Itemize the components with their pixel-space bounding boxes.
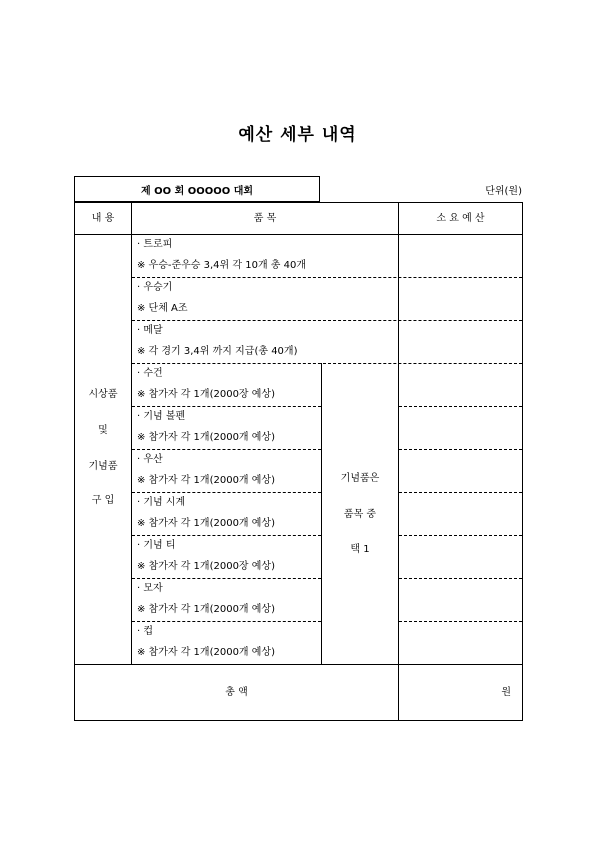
item-name: · 트로피 xyxy=(137,239,173,250)
item-name: · 모자 xyxy=(137,583,163,594)
row-separator xyxy=(399,578,522,579)
item-name: · 우산 xyxy=(137,454,163,465)
total-value: 원 xyxy=(501,687,511,698)
event-name-box xyxy=(74,176,320,202)
item-note: ※ 참가자 각 1개(2000개 예상) xyxy=(137,432,275,443)
item-name: · 기념 티 xyxy=(137,540,176,551)
row-separator xyxy=(132,320,522,321)
item-note: ※ 참가자 각 1개(2000개 예상) xyxy=(137,604,275,615)
item-note: ※ 참가자 각 1개(2000장 예상) xyxy=(137,561,275,572)
row-separator xyxy=(132,621,321,622)
header-category: 내 용 xyxy=(91,213,115,224)
item-note: ※ 참가자 각 1개(2000장 예상) xyxy=(137,389,275,400)
row-separator xyxy=(399,621,522,622)
total-label: 총 액 xyxy=(225,687,248,698)
item-note: ※ 참가자 각 1개(2000개 예상) xyxy=(137,518,275,529)
row-separator xyxy=(399,449,522,450)
category-label-line: 및 xyxy=(98,425,108,436)
row-separator xyxy=(132,492,321,493)
page-title: 예산 세부 내역 xyxy=(238,125,357,145)
row-separator xyxy=(132,277,522,278)
header-budget: 소 요 예 산 xyxy=(436,213,485,224)
item-name: · 메달 xyxy=(137,325,163,336)
souvenir-note-line: 택 1 xyxy=(350,544,370,555)
item-note: ※ 참가자 각 1개(2000개 예상) xyxy=(137,647,275,658)
item-note: ※ 단체 A조 xyxy=(137,303,188,314)
row-separator xyxy=(399,535,522,536)
event-name: 제 OO 회 OOOOO 대회 xyxy=(140,185,254,197)
souvenir-note-line: 기념품은 xyxy=(340,473,380,484)
header-item: 품 목 xyxy=(253,213,277,224)
row-separator xyxy=(132,535,321,536)
header-divider xyxy=(75,234,522,235)
item-name: · 수건 xyxy=(137,368,163,379)
row-separator xyxy=(132,363,522,364)
unit-label: 단위(원) xyxy=(485,186,522,197)
col-divider-category xyxy=(131,203,132,664)
row-separator xyxy=(399,406,522,407)
budget-table xyxy=(74,202,523,721)
row-separator xyxy=(399,492,522,493)
item-name: · 기념 시계 xyxy=(137,497,186,508)
row-separator xyxy=(132,578,321,579)
total-divider xyxy=(75,664,522,665)
category-label-line: 구 입 xyxy=(91,495,115,506)
item-note: ※ 참가자 각 1개(2000개 예상) xyxy=(137,475,275,486)
souvenir-note-line: 품목 중 xyxy=(343,509,377,520)
item-note: ※ 각 경기 3,4위 까지 지급(총 40개) xyxy=(137,346,298,357)
category-label-line: 기념품 xyxy=(88,461,118,472)
row-separator xyxy=(132,449,321,450)
item-note: ※ 우승-준우승 3,4위 각 10개 총 40개 xyxy=(137,260,307,271)
item-name: · 컵 xyxy=(137,626,154,637)
item-name: · 기념 볼펜 xyxy=(137,411,186,422)
col-divider-budget xyxy=(398,203,399,720)
item-name: · 우승기 xyxy=(137,282,173,293)
category-label-line: 시상품 xyxy=(88,389,118,400)
row-separator xyxy=(132,406,321,407)
